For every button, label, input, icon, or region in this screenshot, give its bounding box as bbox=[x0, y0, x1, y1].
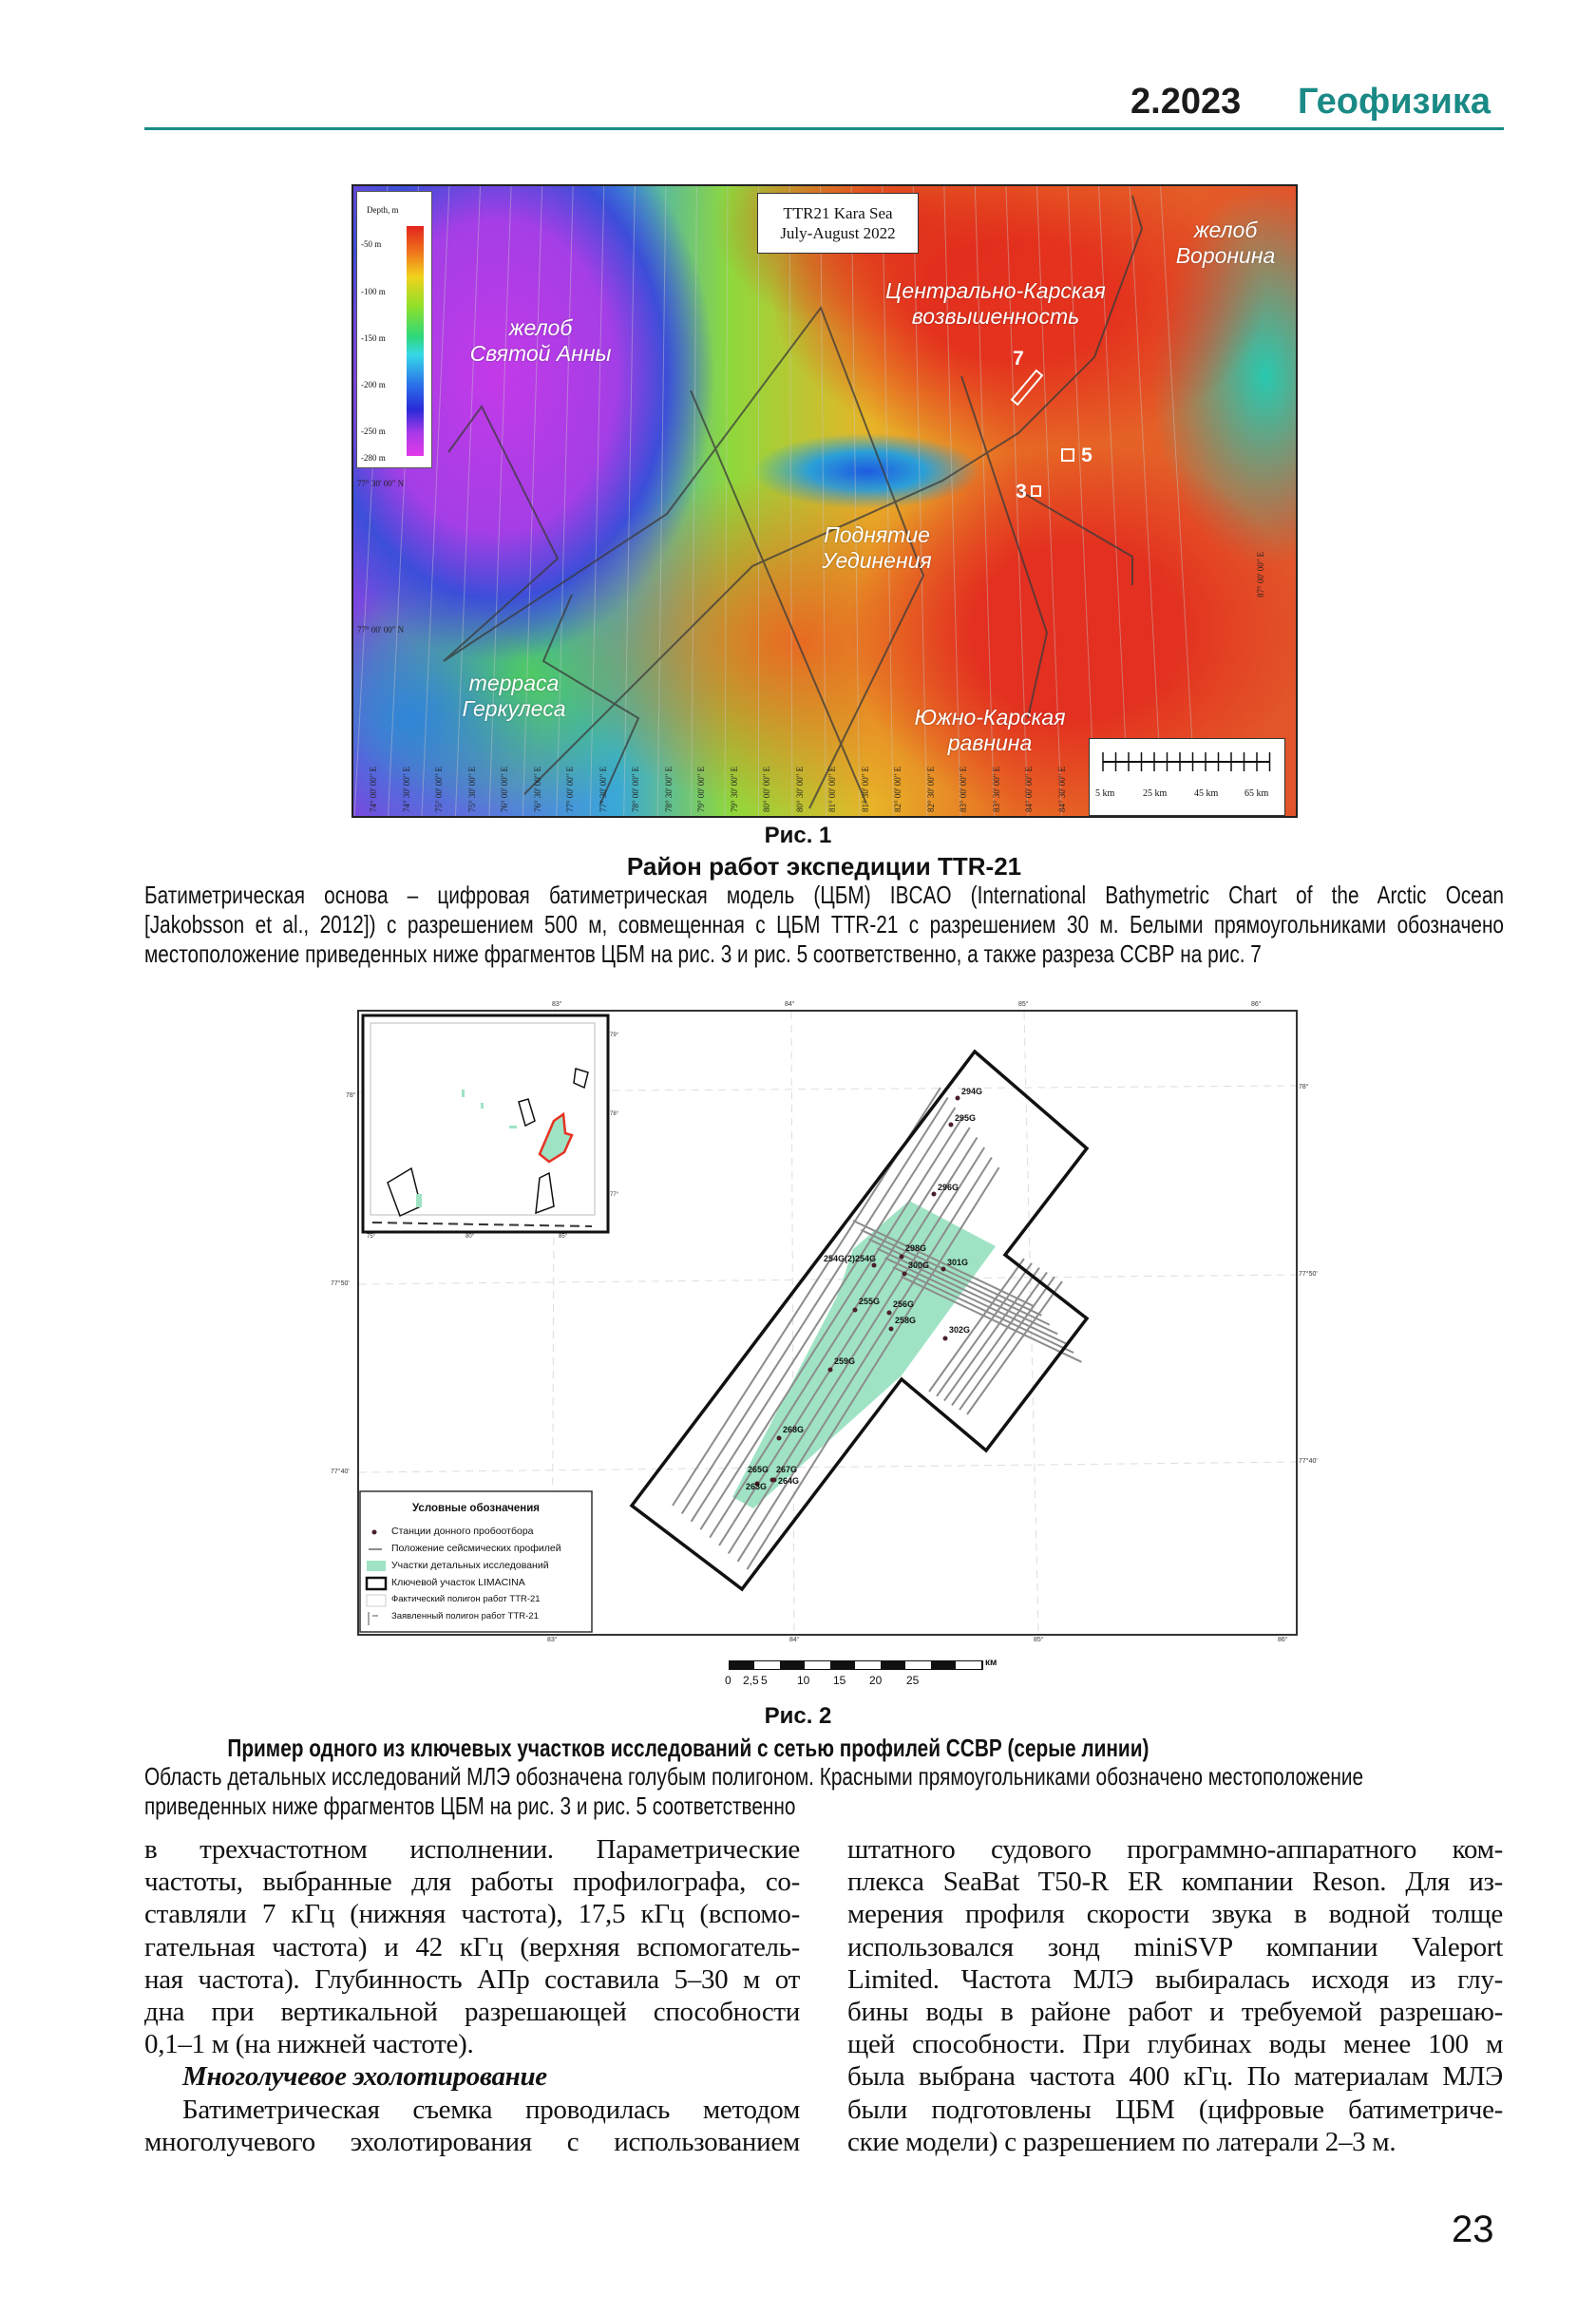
latitude-label: 77° 30' 00" N bbox=[357, 479, 405, 488]
legend-item-declared-polygon: Заявленный полигон работ TTR-21 bbox=[391, 1611, 539, 1621]
body-text-line: были подготовлены ЦБМ (цифровые батиметриче- bbox=[847, 2094, 1503, 2125]
sampling-station-dot bbox=[932, 1192, 937, 1197]
body-text-line: щей способности. При глубинах воды менее 100 м bbox=[847, 2029, 1503, 2060]
scale-label: 15 bbox=[833, 1674, 846, 1687]
fig5-area-marker bbox=[1062, 449, 1074, 461]
scale-label: 65 km bbox=[1244, 788, 1269, 799]
sampling-station-dot bbox=[853, 1308, 858, 1313]
body-text-line: плекса SeaBat T50-R ER компании Reson. Для из- bbox=[847, 1867, 1503, 1898]
scale-label: 45 km bbox=[1194, 788, 1219, 799]
station-label: 267G bbox=[776, 1465, 798, 1474]
coordinate-label: 77°40' bbox=[1299, 1458, 1318, 1465]
header-rule bbox=[144, 127, 1504, 130]
longitude-label: 84° 00' 00" E bbox=[1024, 766, 1034, 812]
station-label: 256G bbox=[893, 1299, 915, 1309]
station-label: 264G bbox=[778, 1476, 800, 1486]
sampling-station-dot bbox=[941, 1267, 946, 1272]
coordinate-label: 80° bbox=[466, 1234, 475, 1240]
journal-title: Геофизика bbox=[1298, 82, 1491, 122]
body-text-line: в трехчастотном исполнении. Параметрические bbox=[144, 1834, 800, 1865]
coordinate-label: 85° bbox=[1034, 1637, 1044, 1643]
body-text-line: дна при вертикальной разрешающей способности bbox=[144, 1996, 800, 2027]
coordinate-label: 75° bbox=[367, 1234, 376, 1240]
fig7-section-marker bbox=[1012, 370, 1042, 405]
marker-5: 5 bbox=[1081, 445, 1092, 466]
station-label: 263G bbox=[746, 1482, 768, 1491]
map-title-line: July-August 2022 bbox=[780, 224, 896, 242]
coordinate-label: 78° bbox=[1299, 1084, 1309, 1090]
figure-1-caption-title: Район работ экспедиции TTR-21 bbox=[626, 852, 1022, 881]
body-text-line: бины воды в районе работ и требуемой разрешаю- bbox=[847, 1996, 1503, 2027]
figure-2-key-area-map bbox=[331, 1001, 1318, 1643]
marker-7: 7 bbox=[1013, 348, 1024, 370]
body-text-line: 0,1–1 м (на нижней частоте). bbox=[144, 2029, 474, 2060]
scale-label: 20 bbox=[869, 1674, 883, 1687]
depth-tick: -150 m bbox=[361, 333, 386, 343]
longitude-label: 76° 00' 00" E bbox=[500, 766, 509, 812]
coordinate-label: 77°50' bbox=[331, 1280, 350, 1287]
depth-colorbar bbox=[407, 226, 424, 456]
legend-item-actual-polygon: Фактический полигон работ TTR-21 bbox=[391, 1594, 541, 1604]
sampling-station-dot bbox=[828, 1368, 833, 1373]
label-central-kara-rise: Центрально-Карская возвышенность bbox=[885, 278, 1106, 329]
longitude-label: 77° 30' 00" E bbox=[598, 766, 608, 812]
legend-item-stations: Станции донного пробоотбора bbox=[391, 1526, 534, 1537]
coordinate-label: 85° bbox=[1018, 1001, 1029, 1008]
coordinate-label: 79° bbox=[610, 1033, 619, 1038]
station-label: 254G(2)254G bbox=[824, 1254, 877, 1263]
depth-legend bbox=[356, 191, 432, 468]
scale-label: 25 bbox=[906, 1674, 920, 1687]
depth-tick: -200 m bbox=[361, 380, 386, 389]
longitude-label: 82° 00' 00" E bbox=[893, 766, 902, 812]
label-st-anna-trough: желоб Святой Анны bbox=[469, 315, 612, 366]
body-text-line: была выбрана частота 400 кГц. По материалам МЛЭ bbox=[847, 2061, 1503, 2093]
caption-line: местоположение приведенных ниже фрагментов ЦБМ на рис. 3 и рис. 5 соответственно, а также разреза ССВР на рис. 7 bbox=[144, 939, 1262, 968]
station-label: 294G bbox=[961, 1087, 983, 1096]
body-column-right bbox=[847, 1833, 1503, 2158]
legend-title: Условные обозначения bbox=[412, 1503, 541, 1514]
coordinate-label: 77°50' bbox=[1299, 1271, 1318, 1278]
scale-label: 5 bbox=[761, 1674, 768, 1687]
map-title-line: TTR21 Kara Sea bbox=[783, 204, 893, 222]
body-text-line: ная частота). Глубинность АПр составила 5–30 м от bbox=[144, 1963, 800, 1995]
body-text-line: мерения профиля скорости звука в водной толще bbox=[847, 1899, 1503, 1930]
station-label: 301G bbox=[947, 1258, 969, 1267]
scale-label: 5 km bbox=[1095, 788, 1115, 799]
track-line bbox=[1018, 490, 1132, 585]
depth-tick: -100 m bbox=[361, 287, 386, 296]
legend-item-profiles: Положение сейсмических профилей bbox=[391, 1543, 561, 1554]
longitude-label: 83° 30' 00" E bbox=[991, 766, 1001, 812]
longitude-label: 78° 30' 00" E bbox=[663, 766, 674, 812]
sampling-station-dot bbox=[887, 1311, 892, 1316]
station-label: 300G bbox=[908, 1261, 930, 1270]
coordinate-label: 85° bbox=[559, 1234, 568, 1240]
coordinate-label: 77° bbox=[610, 1192, 619, 1198]
label-herkules-terrace: терраса Геркулеса bbox=[462, 671, 566, 721]
station-label: 258G bbox=[895, 1316, 917, 1325]
fig3-area-marker bbox=[1032, 486, 1040, 496]
longitude-label: 74° 00' 00" E bbox=[369, 766, 378, 812]
body-text-line: использовался зонд miniSVP компании Valeport bbox=[847, 1931, 1503, 1962]
station-label: 302G bbox=[949, 1325, 971, 1335]
coordinate-label: 84° bbox=[789, 1637, 800, 1643]
station-label: 265G bbox=[748, 1465, 770, 1474]
sampling-station-dot bbox=[777, 1436, 782, 1441]
scale-label: 2,5 bbox=[743, 1674, 759, 1687]
coordinate-label: 77°40' bbox=[331, 1469, 350, 1475]
caption-line: [Jakobsson et al., 2012]) с разрешением 500 м, совмещенная с ЦБМ TTR-21 с разрешением 30 м. Белыми прямоугольниками обозначено bbox=[144, 910, 1504, 938]
label-south-kara-plain: Южно-Карская равнина bbox=[914, 705, 1066, 755]
station-label: 296G bbox=[938, 1183, 960, 1192]
longitude-label: 76° 30' 00" E bbox=[532, 766, 542, 812]
body-text-line: гательная частота) и 42 кГц (верхняя вспомогатель- bbox=[144, 1931, 800, 1962]
coordinate-label: 78° bbox=[346, 1092, 356, 1099]
scale-label: 25 km bbox=[1143, 788, 1168, 799]
legend-item-key-area: Ключевой участок LIMACINA bbox=[391, 1577, 525, 1588]
longitude-label: 74° 30' 00" E bbox=[401, 766, 411, 812]
sampling-station-dot bbox=[872, 1263, 877, 1268]
longitude-label: 79° 30' 00" E bbox=[729, 766, 739, 812]
scale-label: 10 bbox=[797, 1674, 810, 1687]
sampling-station-dot bbox=[772, 1478, 777, 1483]
longitude-label: 84° 30' 00" E bbox=[1056, 766, 1067, 812]
seismic-profile-line bbox=[738, 1158, 992, 1562]
body-text-line: Батиметрическая съемка проводилась методом bbox=[182, 2094, 800, 2125]
sampling-station-dot bbox=[943, 1337, 948, 1341]
figure-1-number: Рис. 1 bbox=[764, 823, 832, 848]
longitude-label: 83° 00' 00" E bbox=[959, 766, 968, 812]
longitude-label: 87° 00' 00" E bbox=[1256, 551, 1265, 597]
map-scale-bar bbox=[1089, 738, 1285, 816]
station-label: 295G bbox=[955, 1113, 977, 1123]
track-line bbox=[961, 376, 1047, 718]
figure-2-scale-bar bbox=[729, 1660, 983, 1670]
body-text-line: частоты, выбранные для работы профилографа, со- bbox=[144, 1867, 800, 1898]
longitude-label: 81° 30' 00" E bbox=[860, 766, 870, 812]
body-text-line: ставляли 7 кГц (нижняя частота), 17,5 кГц (вспомо- bbox=[144, 1899, 800, 1930]
body-column-left bbox=[144, 1833, 800, 2158]
body-text-line: ские модели) с разрешением по латерали 2–3 м. bbox=[847, 2126, 1396, 2157]
latitude-label: 77° 00' 00" N bbox=[357, 625, 405, 635]
figure-1-caption bbox=[144, 852, 1504, 970]
sampling-station-dot bbox=[902, 1272, 907, 1277]
figure-1-bathymetry-map bbox=[352, 184, 1298, 818]
depth-tick: -280 m bbox=[361, 453, 386, 463]
sampling-station-dot bbox=[900, 1255, 904, 1260]
body-text-line: штатного судового программно-аппаратного ком- bbox=[847, 1834, 1503, 1865]
marker-3: 3 bbox=[1016, 481, 1027, 502]
caption-line: Область детальных исследований МЛЭ обозначена голубым полигоном. Красными прямоугольниками обозначено местоположение bbox=[144, 1762, 1364, 1791]
longitude-label: 80° 30' 00" E bbox=[794, 766, 805, 812]
depth-legend-title: Depth, m bbox=[367, 205, 399, 215]
station-label: 259G bbox=[834, 1356, 856, 1366]
longitude-label: 77° 00' 00" E bbox=[565, 766, 575, 812]
station-label: 255G bbox=[859, 1297, 881, 1306]
longitude-label: 79° 00' 00" E bbox=[696, 766, 706, 812]
body-text-line: Limited. Частота МЛЭ выбиралась исходя из глу- bbox=[847, 1963, 1503, 1995]
sampling-station-dot bbox=[889, 1327, 894, 1332]
figure-2-caption-title: Пример одного из ключевых участков исследований с сетью профилей ССВР (серые линии) bbox=[227, 1734, 1150, 1762]
station-label: 298G bbox=[905, 1243, 927, 1253]
sampling-station-dot bbox=[949, 1123, 954, 1128]
track-line bbox=[691, 390, 866, 804]
map-title-box bbox=[757, 193, 919, 254]
longitude-label: 75° 30' 00" E bbox=[466, 766, 477, 812]
scale-unit: км bbox=[985, 1658, 998, 1668]
figure-2-caption bbox=[144, 1734, 1504, 1824]
caption-line: Батиметрическая основа – цифровая батиметрическая модель (ЦБМ) IBCAO (International Bathymetric Chart of the Arctic Ocean bbox=[144, 881, 1504, 909]
station-label: 268G bbox=[783, 1425, 805, 1434]
longitude-label: 75° 00' 00" E bbox=[434, 766, 444, 812]
issue-number: 2.2023 bbox=[1130, 82, 1242, 122]
label-uedineniya-rise: Поднятие Уединения bbox=[822, 522, 932, 573]
coordinate-label: 86° bbox=[1278, 1637, 1288, 1643]
coordinate-label: 84° bbox=[785, 1001, 795, 1008]
longitude-label: 81° 00' 00" E bbox=[827, 766, 837, 812]
label-voronin-trough: желоб Воронина bbox=[1175, 218, 1276, 268]
section-heading: Многолучевое эхолотирование bbox=[182, 2061, 547, 2093]
caption-line: приведенных ниже фрагментов ЦБМ на рис. 3 и рис. 5 соответственно bbox=[144, 1792, 796, 1820]
scale-label: 0 bbox=[725, 1674, 732, 1687]
longitude-label: 78° 00' 00" E bbox=[631, 766, 640, 812]
seismic-profile-line bbox=[747, 1167, 998, 1569]
longitude-label: 80° 00' 00" E bbox=[762, 766, 771, 812]
legend-item-detail-areas: Участки детальных исследований bbox=[391, 1560, 549, 1571]
figure-2-number: Рис. 2 bbox=[764, 1703, 832, 1729]
coordinate-label: 86° bbox=[1251, 1001, 1262, 1008]
page-number: 23 bbox=[1452, 2209, 1494, 2250]
coordinate-label: 78° bbox=[610, 1111, 619, 1117]
depth-tick: -250 m bbox=[361, 427, 386, 436]
coordinate-label: 83° bbox=[547, 1637, 558, 1643]
longitude-label: 82° 30' 00" E bbox=[925, 766, 936, 812]
body-text-line: многолучевого эхолотирования с использованием bbox=[144, 2126, 800, 2157]
coordinate-label: 83° bbox=[552, 1001, 562, 1008]
overview-inset bbox=[363, 1015, 608, 1232]
sampling-station-dot bbox=[956, 1096, 960, 1101]
depth-tick: -50 m bbox=[361, 239, 382, 249]
